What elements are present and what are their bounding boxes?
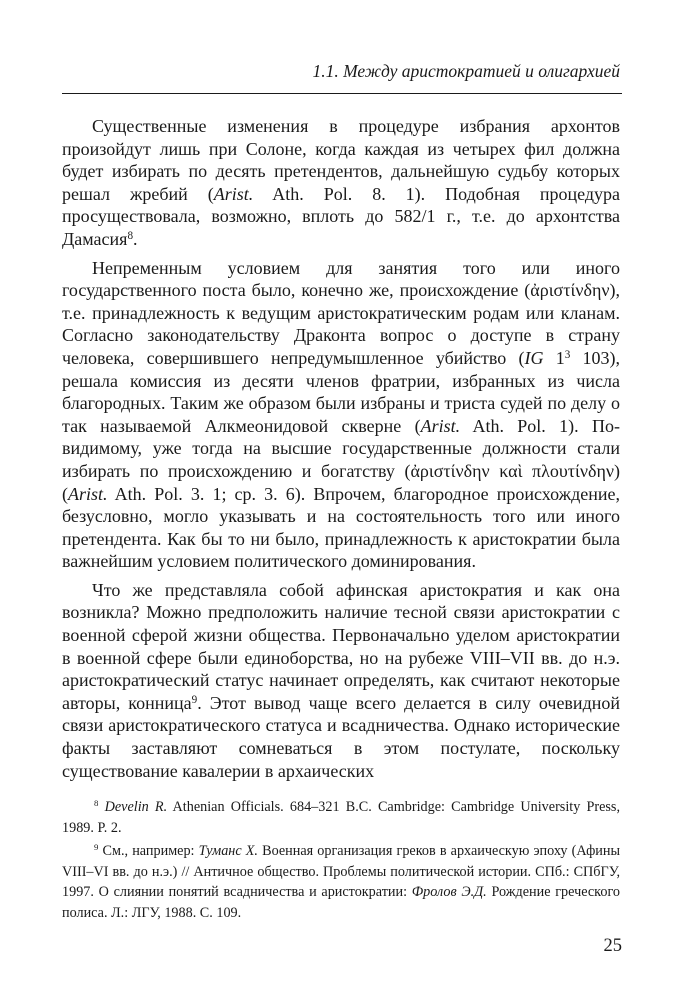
- page-number: 25: [603, 936, 622, 956]
- text-run: Ath. Pol. 1). По-видимому, уже тогда на высшие государственные должности стали избирать по происхождению и богатству (ἀριστίνδην καὶ πλουτίνδην) (: [62, 415, 620, 504]
- text-run: . Этот вывод чаще всего делается в силу очевидной связи аристократического статуса и всадничества. Однако исторические факты заставляют сомневаться в этом постулате, поскольку существование кавалерии в архаических: [62, 692, 620, 781]
- text-run: Что же представляла собой афинская аристократия и как она возникла? Можно предположить наличие тесной связи аристократии с военной сферой жизни общества. Первоначально уделом аристократии в военной сфере были единоборства, но на рубеже VIII–VII вв. до н.э. аристократический статус начинает определять, как считают некоторые авторы, конница: [62, 579, 620, 713]
- footnote-9: [62, 841, 620, 923]
- header-rule: [62, 93, 622, 94]
- footnote-marker: 3: [564, 348, 571, 361]
- text-run: Существенные изменения в процедуре избрания архонтов произойдут лишь при Солоне, когда каждая из четырех фил должна будет избирать по десять претендентов, дальнейшую судьбу которых решал жребий (: [62, 116, 620, 204]
- italic-text: Arist.: [420, 415, 461, 436]
- text-run: См., например:: [98, 843, 199, 859]
- footnote-8: [62, 797, 620, 838]
- italic-text: Develin R.: [104, 799, 168, 815]
- running-head: 1.1. Между аристократией и олигархией: [312, 61, 620, 81]
- paragraph-1: [62, 115, 620, 251]
- text-run: Athenian Officials. 684–321 B.C. Cambridge: Cambridge University Press, 1989. P. 2.: [62, 799, 620, 836]
- text-run: Ath. Pol. 3. 1; ср. 3. 6). Впрочем, благородное происхождение, безусловно, могло указывать и на состоятельность того или иного претендента. Как бы то ни было, принадлежность к аристократии была важнейшим условием политического доминирования.: [62, 483, 620, 572]
- footnote-marker: 8: [127, 229, 134, 242]
- main-text: [62, 115, 620, 782]
- text-run: Непременным условием для занятия того или иного государственного поста было, конечно же, происхождение (ἀριστίνδην), т.е. принадлежность к ведущим аристократическим родам или кланам. Согласно законодательству Драконта вопрос о доступе в страну человека, совершившего непредумышленное убийство (: [62, 257, 620, 368]
- text-run: Ath. Pol. 8. 1). Подобная процедура просуществовала, возможно, вплоть до 582/1 г., т.е. до архонтства Дамасия: [62, 183, 620, 249]
- text-run: Военная организация греков в архаическую эпоху (Афины VIII–VI вв. до н.э.) // Античное общество. Проблемы политической истории. СПб.: СПбГУ, 1997. О слиянии понятий всадничества и аристократии:: [62, 843, 620, 900]
- paragraph-2: [62, 257, 620, 573]
- italic-text: IG: [524, 347, 544, 368]
- text-run: 1: [543, 347, 565, 368]
- italic-text: Arist.: [68, 483, 108, 504]
- footnote-marker: 9: [191, 693, 198, 706]
- footnote-marker: 8: [94, 798, 99, 809]
- italic-text: Arist.: [213, 183, 254, 204]
- italic-text: Фролов Э.Д.: [411, 884, 487, 900]
- text-run: Рождение греческого полиса. Л.: ЛГУ, 1988. С. 109.: [62, 884, 621, 921]
- italic-text: Туманс Х.: [198, 843, 258, 859]
- footnote-marker: 9: [94, 842, 99, 853]
- text-run: .: [133, 228, 138, 249]
- text-run: 103), решала комиссия из десяти членов фратрии, избранных из числа благородных. Таким же образом были избраны и триста судей по делу о так называемой Алкмеонидовой скверне (: [62, 347, 621, 436]
- paragraph-3: [62, 579, 620, 782]
- footnotes: [62, 797, 620, 923]
